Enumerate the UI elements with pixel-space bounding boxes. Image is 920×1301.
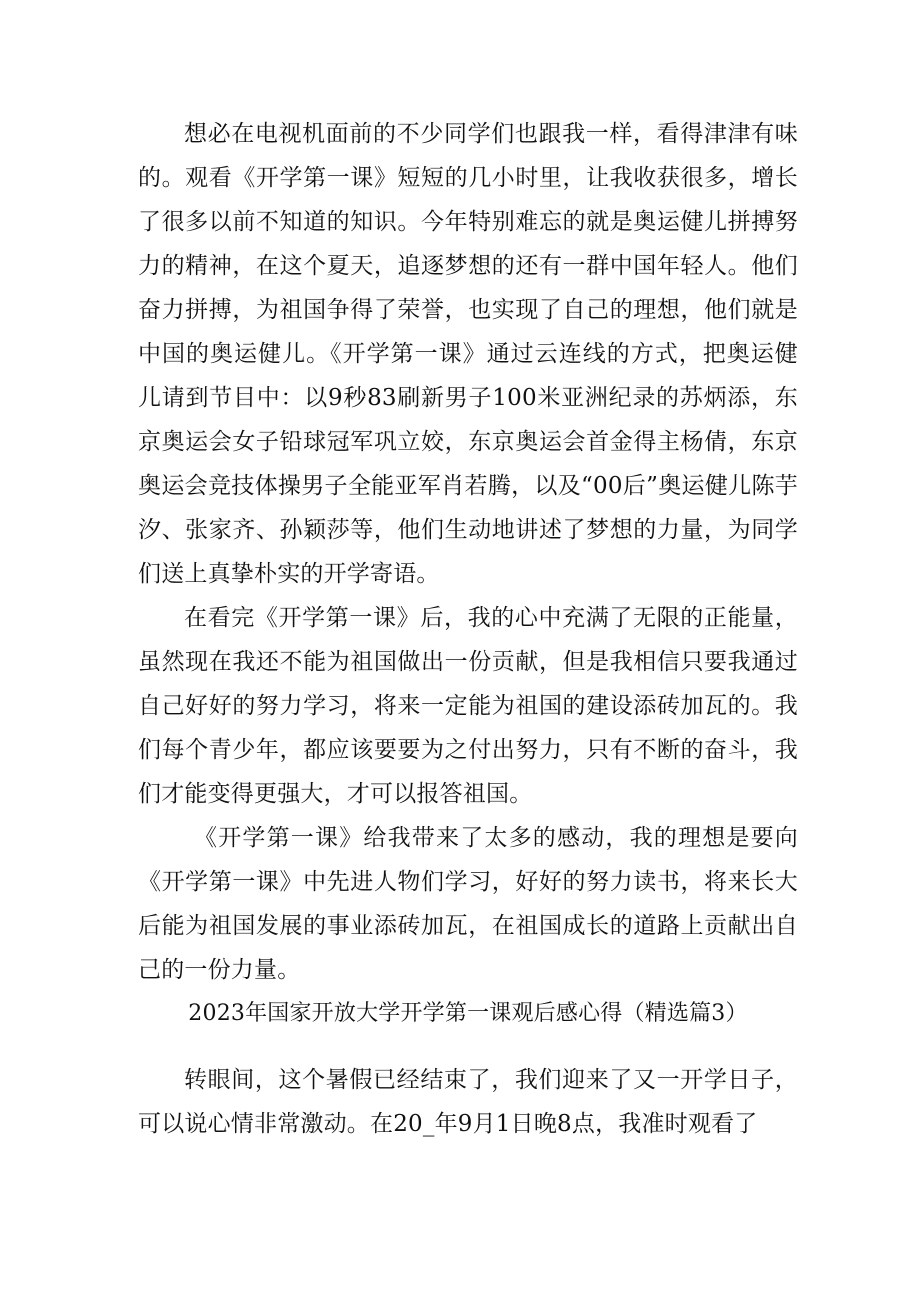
document-page (138, 112, 798, 1146)
paragraph-moved: 《开学第一课》给我带来了太多的感动，我的理想是要向《开学第一课》中先进人物们学习，好好的努力读书，将来长大后能为祖国发展的事业添砖加瓦，在祖国成长的道路上贡献出自己的一份力量。 (138, 825, 798, 983)
paragraph-positive-energy: 在看完《开学第一课》后，我的心中充满了无限的正能量，虽然现在我还不能为祖国做出一份贡献，但是我相信只要我通过自己好好的努力学习，将来一定能为祖国的建设添砖加瓦的。我们每个青少年，都应该要要为之付出努力，只有不断的奋斗，我们才能变得更强大，才可以报答祖国。 (138, 605, 798, 807)
paragraph-olympic-athletes: 想必在电视机面前的不少同学们也跟我一样，看得津津有味的。观看《开学第一课》短短的几小时里，让我收获很多，增长了很多以前不知道的知识。今年特别难忘的就是奥运健儿拼搏努力的精神，在这个夏天，追逐梦想的还有一群中国年轻人。他们奋力拼搏，为祖国争得了荣誉，也实现了自己的理想，他们就是中国的奥运健儿。《开学第一课》通过云连线的方式，把奥运健儿请到节目中：以9秒83刷新男子100米亚洲纪录的苏炳添，东京奥运会女子铅球冠军巩立姣，东京奥运会首金得主杨倩，东京奥运会竞技体操男子全能亚军肖若腾，以及“00后”奥运健儿陈芋汐、张家齐、孙颖莎等，他们生动地讲述了梦想的力量，为同学们送上真挚朴实的开学寄语。 (138, 121, 798, 587)
paragraph-summer-end: 转眼间，这个暑假已经结束了，我们迎来了又一开学日子，可以说心情非常激动。在20_年9月1日晚8点，我准时观看了 (138, 1067, 798, 1137)
section-heading: 2023年国家开放大学开学第一课观后感心得（精选篇3） (188, 1001, 748, 1026)
